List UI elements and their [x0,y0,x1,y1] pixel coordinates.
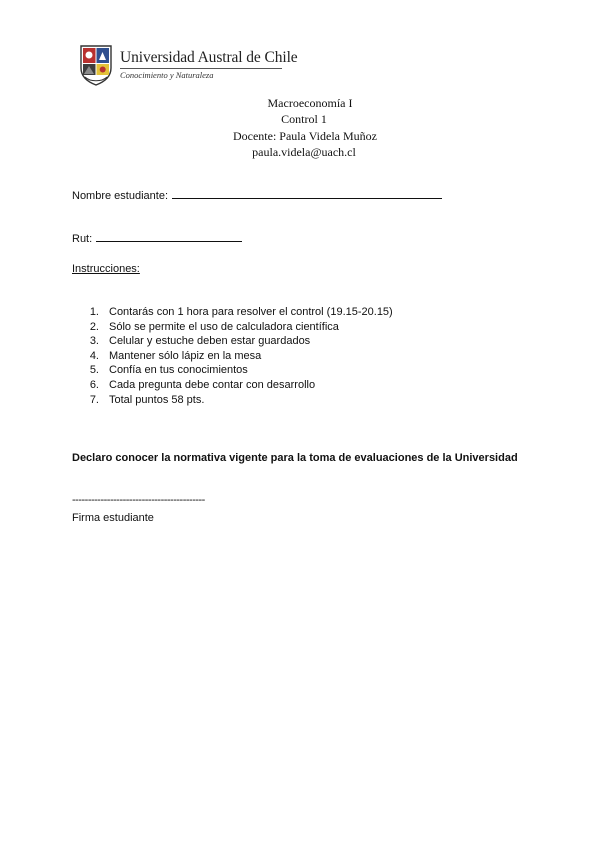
list-item: 2. Sólo se permite el uso de calculadora científica [89,320,339,333]
exam-title: Control 1 [281,112,327,127]
list-item: 4. Mantener sólo lápiz en la mesa [89,349,262,362]
signature-line: ------------------------------------------ [72,494,205,506]
student-name-field [72,190,442,202]
rut-field [72,233,242,245]
university-logo [78,44,298,86]
declaration-statement: Declaro conocer la normativa vigente para la toma de evaluaciones de la Universidad [72,452,518,464]
list-item: 3. Celular y estuche deben estar guardados [89,335,311,348]
teacher-email: paula.videla@uach.cl [252,144,356,159]
logo-divider [120,68,282,69]
rut-blank [96,240,242,242]
signature-label: Firma estudiante [72,512,154,524]
instructions-title: Instrucciones: [72,263,140,275]
list-item: 7. Total puntos 58 pts. [89,393,205,406]
exam-header [0,95,600,160]
student-name-blank [172,197,442,199]
student-name-label: Nombre estudiante: [72,190,168,202]
university-name: Universidad Austral de Chile [120,49,298,66]
instructions-list [72,305,393,407]
rut-label: Rut: [72,233,93,245]
list-item: 6. Cada pregunta debe contar con desarrollo [89,378,316,391]
university-seal-icon [78,44,114,86]
university-motto: Conocimiento y Naturaleza [120,70,214,80]
teacher-name: Docente: Paula Videla Muñoz [232,128,378,143]
list-item: 5. Confía en tus conocimientos [89,364,248,377]
list-item: 1. Contarás con 1 hora para resolver el control (19.15-20.15) [89,306,393,318]
course-title: Macroeconomía I [267,96,353,110]
